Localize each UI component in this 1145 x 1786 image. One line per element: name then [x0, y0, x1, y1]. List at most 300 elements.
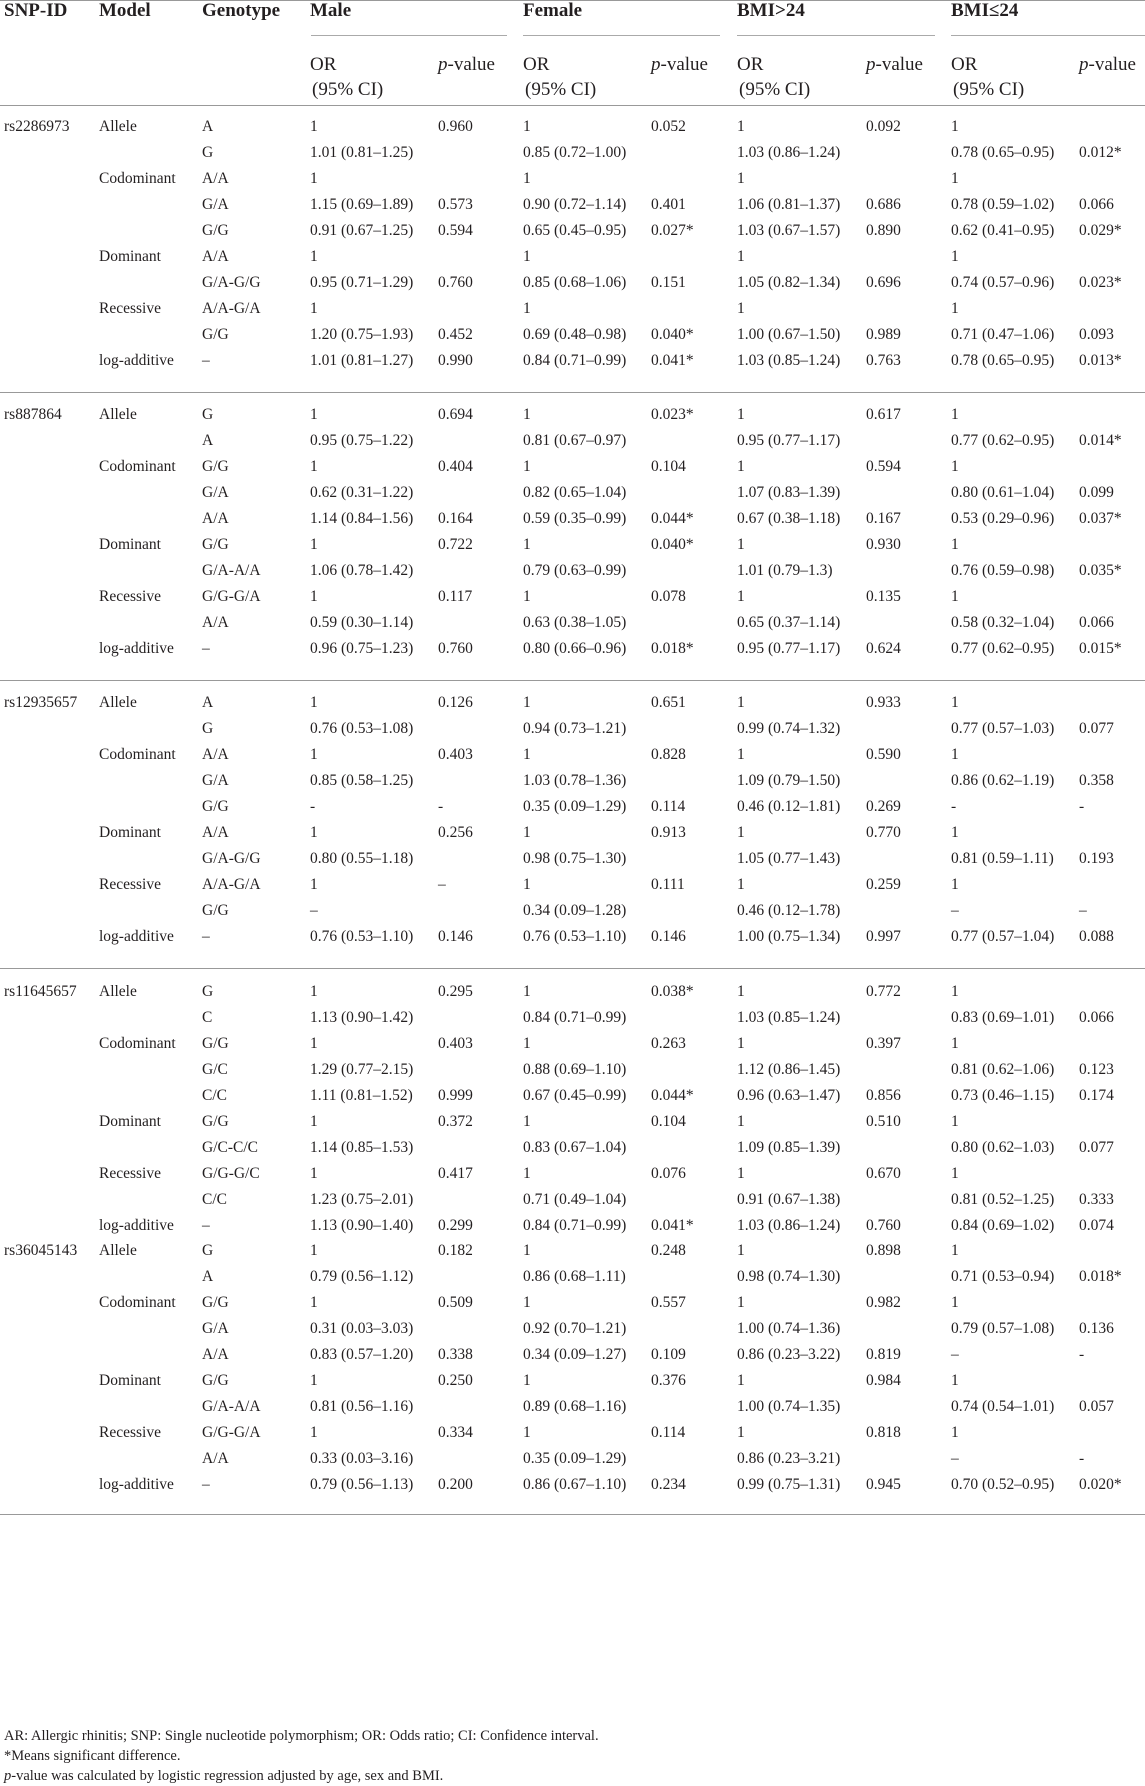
p-value: 0.099 — [1079, 484, 1114, 501]
or-ci-value: 0.86 (0.62–1.19) — [951, 772, 1055, 789]
or-ci-value: 0.84 (0.71–0.99) — [523, 352, 627, 369]
or-ci-value: 0.80 (0.61–1.04) — [951, 484, 1055, 501]
or-ci-value: 1.12 (0.86–1.45) — [737, 1061, 841, 1078]
or-ci-value: 1 — [951, 588, 959, 605]
p-value: 0.013* — [1079, 352, 1122, 369]
or-ci-value: 0.59 (0.30–1.14) — [310, 614, 414, 631]
or-ci-value: 0.79 (0.57–1.08) — [951, 1320, 1055, 1337]
or-ci-value: 1 — [310, 876, 318, 893]
genotype-label: – — [202, 640, 210, 657]
genotype-label: G/G — [202, 902, 229, 919]
or-ci-value: 0.35 (0.09–1.29) — [523, 798, 627, 815]
subheader-or-bmi-gt-24 — [737, 52, 810, 102]
or-ci-value: 0.81 (0.67–0.97) — [523, 432, 627, 449]
p-value: 0.263 — [651, 1035, 686, 1052]
genotype-label: G/A-G/G — [202, 274, 261, 291]
p-value: 0.136 — [1079, 1320, 1114, 1337]
or-ci-value: 0.83 (0.67–1.04) — [523, 1139, 627, 1156]
or-ci-value: 0.79 (0.56–1.12) — [310, 1268, 414, 1285]
p-value: 0.890 — [866, 222, 901, 239]
footnote-significance: *Means significant difference. — [4, 1748, 181, 1764]
p-value: 0.259 — [866, 876, 901, 893]
p-value: 0.135 — [866, 588, 901, 605]
or-ci-value: 0.76 (0.59–0.98) — [951, 562, 1055, 579]
genotype-label: A/A — [202, 614, 229, 631]
p-value: 0.200 — [438, 1476, 473, 1493]
or-ci-value: 0.89 (0.68–1.16) — [523, 1398, 627, 1415]
p-value: 0.624 — [866, 640, 901, 657]
model-label: log-additive — [99, 928, 174, 945]
model-label: Allele — [99, 118, 137, 135]
p-value: 0.076 — [651, 1165, 686, 1182]
or-ci-value: 1 — [310, 170, 318, 187]
p-value: 0.077 — [1079, 720, 1114, 737]
or-ci-value: 0.81 (0.56–1.16) — [310, 1398, 414, 1415]
or-ci-value: 0.31 (0.03–3.03) — [310, 1320, 414, 1337]
p-value: - — [1079, 1346, 1085, 1363]
model-label: Recessive — [99, 300, 161, 317]
or-ci-value: 0.98 (0.74–1.30) — [737, 1268, 841, 1285]
p-value: 0.573 — [438, 196, 473, 213]
or-ci-value: 1 — [737, 458, 745, 475]
or-ci-value: 0.80 (0.55–1.18) — [310, 850, 414, 867]
p-value: 0.117 — [438, 588, 473, 605]
or-ci-value: 1.07 (0.83–1.39) — [737, 484, 841, 501]
ci-label: (95% CI) — [739, 79, 811, 100]
or-ci-value: 0.78 (0.59–1.02) — [951, 196, 1055, 213]
subheader-pvalue-male — [438, 52, 495, 77]
p-value: 0.014* — [1079, 432, 1122, 449]
p-value: 0.651 — [651, 694, 686, 711]
header-model: Model — [99, 0, 151, 21]
subheader-pvalue-bmi-gt-24 — [866, 52, 923, 77]
p-value: 0.151 — [651, 274, 686, 291]
p-value: 0.960 — [438, 118, 473, 135]
or-ci-value: 1 — [523, 248, 531, 265]
or-ci-value: 1 — [310, 983, 318, 1000]
or-ci-value: 0.71 (0.53–0.94) — [951, 1268, 1055, 1285]
ci-label: (95% CI) — [953, 79, 1025, 100]
or-ci-value: 0.84 (0.71–0.99) — [523, 1217, 627, 1234]
or-ci-value: 1 — [737, 694, 745, 711]
p-value: 0.557 — [651, 1294, 686, 1311]
or-ci-value: 1 — [523, 118, 531, 135]
or-ci-value: 1 — [951, 1424, 959, 1441]
or-ci-value: 0.85 (0.68–1.06) — [523, 274, 627, 291]
or-ci-value: 0.99 (0.74–1.32) — [737, 720, 841, 737]
or-ci-value: 1 — [951, 1165, 959, 1182]
p-label-rest: -value — [875, 54, 923, 75]
genotype-label: G — [202, 144, 214, 161]
subheader-pvalue-bmi-le-24 — [1079, 52, 1136, 77]
p-value: 0.763 — [866, 352, 901, 369]
or-ci-value: 1.03 (0.78–1.36) — [523, 772, 627, 789]
or-ci-value: 0.76 (0.53–1.10) — [310, 928, 414, 945]
p-value: 0.397 — [866, 1035, 901, 1052]
genotype-label: A/A — [202, 746, 229, 763]
table-rule — [0, 968, 1145, 969]
genotype-label: – — [202, 352, 210, 369]
genotype-label: A/A — [202, 248, 229, 265]
genotype-label: A — [202, 1268, 214, 1285]
table-rule — [0, 392, 1145, 393]
subheader-or-bmi-le-24 — [951, 52, 1024, 102]
or-ci-value: 1 — [737, 983, 745, 1000]
or-ci-value: 1 — [310, 1113, 318, 1130]
p-value: 0.594 — [438, 222, 473, 239]
table-rule — [0, 1514, 1145, 1515]
snp-id: rs36045143 — [4, 1242, 78, 1259]
or-ci-value: 0.95 (0.77–1.17) — [737, 640, 841, 657]
or-ci-value: 1 — [951, 1035, 959, 1052]
or-ci-value: 0.82 (0.65–1.04) — [523, 484, 627, 501]
p-label-italic: p — [651, 54, 661, 75]
or-ci-value: 0.67 (0.38–1.18) — [737, 510, 841, 527]
genotype-label: G — [202, 406, 214, 423]
or-ci-value: 1 — [951, 458, 959, 475]
or-ci-value: 0.79 (0.63–0.99) — [523, 562, 627, 579]
p-value: 0.989 — [866, 326, 901, 343]
genotype-label: G/G — [202, 458, 229, 475]
header-group-female: Female — [523, 0, 583, 21]
p-value: - — [1079, 1450, 1085, 1467]
p-value: 0.044* — [651, 510, 694, 527]
or-ci-value: 0.67 (0.45–0.99) — [523, 1087, 627, 1104]
or-ci-value: 1 — [310, 1242, 318, 1259]
model-label: Recessive — [99, 876, 161, 893]
header-snp-id: SNP-ID — [4, 0, 68, 21]
p-value: 0.193 — [1079, 850, 1114, 867]
or-ci-value: 1.00 (0.75–1.34) — [737, 928, 841, 945]
or-ci-value: 1.01 (0.81–1.25) — [310, 144, 414, 161]
p-value: - — [438, 798, 444, 815]
or-ci-value: 0.86 (0.68–1.11) — [523, 1268, 626, 1285]
or-ci-value: 1.09 (0.79–1.50) — [737, 772, 841, 789]
table-rule — [951, 35, 1145, 36]
or-ci-value: 0.85 (0.58–1.25) — [310, 772, 414, 789]
p-value: 0.856 — [866, 1087, 901, 1104]
p-value: – — [438, 876, 446, 893]
or-ci-value: 1.01 (0.81–1.27) — [310, 352, 414, 369]
p-value: 0.018* — [1079, 1268, 1122, 1285]
p-value: 0.023* — [1079, 274, 1122, 291]
model-label: Dominant — [99, 1113, 161, 1130]
p-value: 0.299 — [438, 1217, 473, 1234]
p-value: 0.828 — [651, 746, 686, 763]
or-ci-value: 0.96 (0.63–1.47) — [737, 1087, 841, 1104]
p-value: 0.403 — [438, 746, 473, 763]
or-ci-value: 0.95 (0.75–1.22) — [310, 432, 414, 449]
or-ci-value: 0.63 (0.38–1.05) — [523, 614, 627, 631]
p-value: 0.760 — [438, 640, 473, 657]
or-ci-value: 1.29 (0.77–2.15) — [310, 1061, 414, 1078]
or-ci-value: 0.99 (0.75–1.31) — [737, 1476, 841, 1493]
model-label: Codominant — [99, 1035, 176, 1052]
or-ci-value: 0.74 (0.57–0.96) — [951, 274, 1055, 291]
or-ci-value: 1 — [523, 458, 531, 475]
model-label: Dominant — [99, 1372, 161, 1389]
genotype-label: – — [202, 1476, 210, 1493]
or-ci-value: 1 — [310, 694, 318, 711]
or-label: OR — [310, 54, 337, 75]
or-ci-value: 1.03 (0.86–1.24) — [737, 1217, 841, 1234]
p-value: 0.040* — [651, 326, 694, 343]
or-ci-value: 1.13 (0.90–1.42) — [310, 1009, 414, 1026]
or-ci-value: 1 — [951, 1113, 959, 1130]
or-ci-value: 0.65 (0.45–0.95) — [523, 222, 627, 239]
or-ci-value: 1 — [523, 1113, 531, 1130]
or-ci-value: 0.81 (0.59–1.11) — [951, 850, 1054, 867]
or-ci-value: 1 — [523, 1242, 531, 1259]
model-label: Allele — [99, 983, 137, 1000]
genotype-label: A — [202, 118, 214, 135]
p-value: 0.295 — [438, 983, 473, 1000]
header-group-bmi-gt-24: BMI>24 — [737, 0, 805, 21]
or-ci-value: – — [310, 902, 318, 919]
p-value: 0.234 — [651, 1476, 686, 1493]
or-ci-value: 0.81 (0.62–1.06) — [951, 1061, 1055, 1078]
or-ci-value: 1 — [523, 406, 531, 423]
p-value: 0.358 — [1079, 772, 1114, 789]
or-ci-value: 1 — [310, 1424, 318, 1441]
or-ci-value: 1 — [310, 1165, 318, 1182]
p-value: 0.269 — [866, 798, 901, 815]
model-label: Dominant — [99, 536, 161, 553]
or-ci-value: 1 — [523, 876, 531, 893]
p-value: 0.770 — [866, 824, 901, 841]
genotype-label: G/A — [202, 772, 229, 789]
or-ci-value: 0.65 (0.37–1.14) — [737, 614, 841, 631]
genotype-label: G/A-A/A — [202, 562, 261, 579]
or-ci-value: 1 — [951, 746, 959, 763]
p-label-italic: p — [438, 54, 448, 75]
or-ci-value: 0.77 (0.62–0.95) — [951, 640, 1055, 657]
or-ci-value: 0.78 (0.65–0.95) — [951, 352, 1055, 369]
p-value: 0.256 — [438, 824, 473, 841]
or-ci-value: 1 — [523, 824, 531, 841]
or-ci-value: 1 — [310, 118, 318, 135]
p-value: 0.999 — [438, 1087, 473, 1104]
or-label: OR — [737, 54, 764, 75]
or-ci-value: 0.90 (0.72–1.14) — [523, 196, 627, 213]
p-value: 0.930 — [866, 536, 901, 553]
or-ci-value: 1.03 (0.85–1.24) — [737, 352, 841, 369]
or-ci-value: 0.88 (0.69–1.10) — [523, 1061, 627, 1078]
or-ci-value: 1.03 (0.67–1.57) — [737, 222, 841, 239]
genotype-label: A/A-G/A — [202, 300, 261, 317]
p-value: 0.933 — [866, 694, 901, 711]
p-value: 0.401 — [651, 196, 686, 213]
genotype-label: G/G — [202, 326, 229, 343]
p-value: 0.694 — [438, 406, 473, 423]
or-ci-value: 0.71 (0.47–1.06) — [951, 326, 1055, 343]
table-rule — [0, 680, 1145, 681]
or-ci-value: 0.62 (0.31–1.22) — [310, 484, 414, 501]
genotype-label: G/G — [202, 222, 229, 239]
genotype-label: G/C — [202, 1061, 228, 1078]
p-value: 0.029* — [1079, 222, 1122, 239]
or-ci-value: 1 — [951, 536, 959, 553]
subheader-pvalue-female — [651, 52, 708, 77]
or-ci-value: 1 — [951, 983, 959, 1000]
genotype-label: C/C — [202, 1191, 227, 1208]
genotype-label: G/G-G/A — [202, 1424, 261, 1441]
p-value: 0.088 — [1079, 928, 1114, 945]
or-ci-value: 1 — [951, 300, 959, 317]
p-value: 0.104 — [651, 1113, 686, 1130]
model-label: Allele — [99, 694, 137, 711]
or-ci-value: 0.76 (0.53–1.10) — [523, 928, 627, 945]
or-ci-value: 1 — [523, 1165, 531, 1182]
or-ci-value: 0.53 (0.29–0.96) — [951, 510, 1055, 527]
or-ci-value: 0.80 (0.66–0.96) — [523, 640, 627, 657]
or-ci-value: 1.06 (0.81–1.37) — [737, 196, 841, 213]
genotype-label: A/A — [202, 510, 229, 527]
or-ci-value: 1 — [523, 1035, 531, 1052]
or-ci-value: 1.05 (0.82–1.34) — [737, 274, 841, 291]
or-ci-value: 1 — [737, 588, 745, 605]
p-value: 0.617 — [866, 406, 901, 423]
genotype-label: – — [202, 928, 210, 945]
genotype-label: G — [202, 983, 214, 1000]
p-value: 0.590 — [866, 746, 901, 763]
or-ci-value: 1 — [951, 118, 959, 135]
or-ci-value: - — [310, 798, 316, 815]
or-ci-value: 1 — [310, 406, 318, 423]
p-value: 0.027* — [651, 222, 694, 239]
or-ci-value: 1 — [310, 1294, 318, 1311]
or-ci-value: 1.15 (0.69–1.89) — [310, 196, 414, 213]
p-value: 0.982 — [866, 1294, 901, 1311]
or-ci-value: 1.23 (0.75–2.01) — [310, 1191, 414, 1208]
or-ci-value: 0.46 (0.12–1.78) — [737, 902, 841, 919]
model-label: Allele — [99, 406, 137, 423]
or-ci-value: 1 — [737, 746, 745, 763]
or-ci-value: 0.78 (0.65–0.95) — [951, 144, 1055, 161]
p-value: 0.114 — [651, 1424, 686, 1441]
subheader-or-female — [523, 52, 596, 102]
or-ci-value: 1.00 (0.67–1.50) — [737, 326, 841, 343]
p-value: 0.376 — [651, 1372, 686, 1389]
p-value: 0.041* — [651, 352, 694, 369]
p-value: 0.146 — [438, 928, 473, 945]
or-ci-value: 0.70 (0.52–0.95) — [951, 1476, 1055, 1493]
p-value: 0.338 — [438, 1346, 473, 1363]
genotype-label: G/G — [202, 1113, 229, 1130]
or-ci-value: 1 — [951, 876, 959, 893]
or-ci-value: 0.76 (0.53–1.08) — [310, 720, 414, 737]
or-ci-value: 0.59 (0.35–0.99) — [523, 510, 627, 527]
or-ci-value: 1.03 (0.85–1.24) — [737, 1009, 841, 1026]
or-ci-value: 1 — [951, 406, 959, 423]
or-ci-value: 0.74 (0.54–1.01) — [951, 1398, 1055, 1415]
genotype-label: G/G-G/A — [202, 588, 261, 605]
or-ci-value: 1 — [951, 170, 959, 187]
p-value: 0.404 — [438, 458, 473, 475]
model-label: Recessive — [99, 1165, 161, 1182]
p-label-rest: -value — [1088, 54, 1136, 75]
p-value: 0.077 — [1079, 1139, 1114, 1156]
p-value: 0.018* — [651, 640, 694, 657]
or-ci-value: 1 — [737, 824, 745, 841]
p-value: 0.164 — [438, 510, 473, 527]
model-label: Codominant — [99, 1294, 176, 1311]
header-group-male: Male — [310, 0, 352, 21]
or-ci-value: 1 — [737, 1035, 745, 1052]
or-ci-value: 0.95 (0.71–1.29) — [310, 274, 414, 291]
p-value: 0.041* — [651, 1217, 694, 1234]
genotype-label: G/G — [202, 798, 229, 815]
or-ci-value: 1 — [737, 1113, 745, 1130]
p-value: 0.066 — [1079, 196, 1114, 213]
or-ci-value: 1.00 (0.74–1.35) — [737, 1398, 841, 1415]
p-value: 0.123 — [1079, 1061, 1114, 1078]
p-value: 0.696 — [866, 274, 901, 291]
p-label-italic: p — [1079, 54, 1089, 75]
model-label: Dominant — [99, 824, 161, 841]
model-label: log-additive — [99, 640, 174, 657]
p-value: - — [1079, 798, 1085, 815]
footnote-abbreviations: AR: Allergic rhinitis; SNP: Single nucleotide polymorphism; OR: Odds ratio; CI: Confidence interval. — [4, 1728, 599, 1744]
table-footnotes — [4, 1726, 1134, 1786]
table-rule — [0, 105, 1145, 106]
or-ci-value: 0.86 (0.67–1.10) — [523, 1476, 627, 1493]
or-ci-value: 1 — [310, 588, 318, 605]
genotype-label: G/A-G/G — [202, 850, 261, 867]
or-ci-value: 1.06 (0.78–1.42) — [310, 562, 414, 579]
snp-id: rs12935657 — [4, 694, 78, 711]
or-ci-value: 0.77 (0.62–0.95) — [951, 432, 1055, 449]
or-ci-value: 1 — [310, 1372, 318, 1389]
or-ci-value: 0.96 (0.75–1.23) — [310, 640, 414, 657]
or-ci-value: 1 — [737, 406, 745, 423]
footnote-method: p-value was calculated by logistic regression adjusted by age, sex and BMI. — [4, 1768, 444, 1784]
table-rule — [311, 35, 507, 36]
or-ci-value: – — [951, 1346, 959, 1363]
p-value: 0.772 — [866, 983, 901, 1000]
or-ci-value: 0.34 (0.09–1.27) — [523, 1346, 627, 1363]
p-value: 0.038* — [651, 983, 694, 1000]
or-ci-value: 1 — [737, 170, 745, 187]
p-value: 0.111 — [651, 876, 685, 893]
p-value: 0.167 — [866, 510, 901, 527]
genotype-label: G/G — [202, 1294, 229, 1311]
or-ci-value: 1.13 (0.90–1.40) — [310, 1217, 414, 1234]
p-value: 0.126 — [438, 694, 473, 711]
p-value: 0.403 — [438, 1035, 473, 1052]
or-ci-value: 1 — [523, 1294, 531, 1311]
or-ci-value: 1.20 (0.75–1.93) — [310, 326, 414, 343]
table-rule — [737, 35, 935, 36]
p-value: 0.020* — [1079, 1476, 1122, 1493]
or-ci-value: 1 — [951, 694, 959, 711]
p-value: 0.452 — [438, 326, 473, 343]
or-ci-value: 1 — [523, 170, 531, 187]
p-value: 0.760 — [438, 274, 473, 291]
p-value: 0.074 — [1079, 1217, 1114, 1234]
or-ci-value: 1 — [310, 458, 318, 475]
or-ci-value: 1.03 (0.86–1.24) — [737, 144, 841, 161]
or-ci-value: 0.95 (0.77–1.17) — [737, 432, 841, 449]
or-ci-value: 0.77 (0.57–1.04) — [951, 928, 1055, 945]
genotype-label: – — [202, 1217, 210, 1234]
genotype-label: G/A-A/A — [202, 1398, 261, 1415]
or-ci-value: 0.80 (0.62–1.03) — [951, 1139, 1055, 1156]
or-ci-value: 0.86 (0.23–3.22) — [737, 1346, 841, 1363]
or-ci-value: 1 — [523, 536, 531, 553]
p-value: 0.057 — [1079, 1398, 1114, 1415]
or-ci-value: 0.79 (0.56–1.13) — [310, 1476, 414, 1493]
